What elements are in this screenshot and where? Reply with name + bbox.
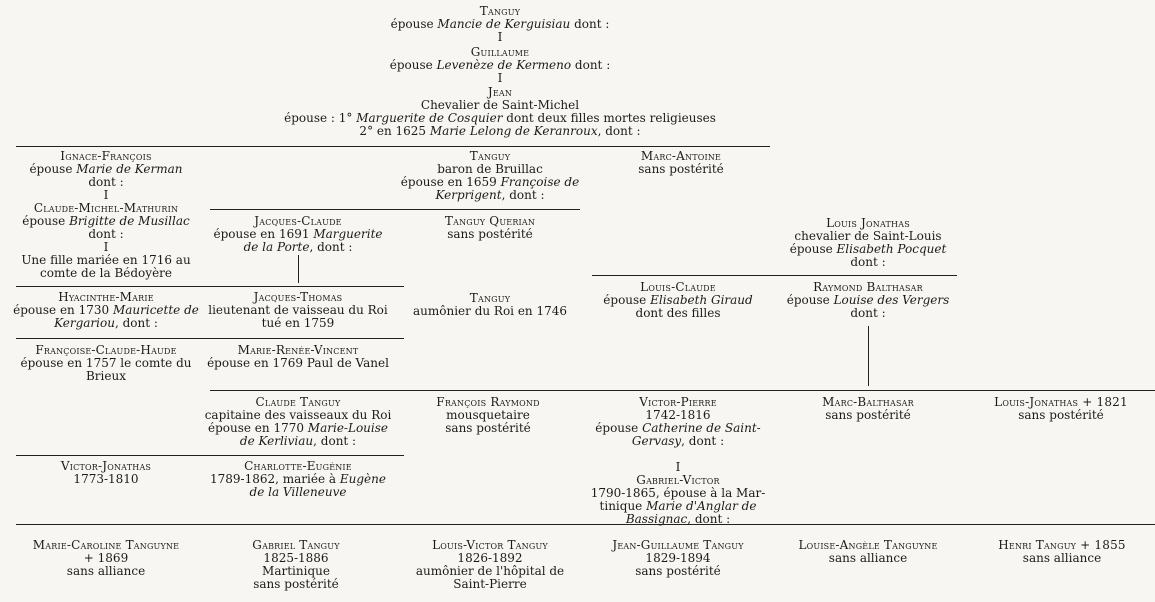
- person-detail: épouse Louise des Vergers: [786, 293, 950, 307]
- rule-gen-6: [210, 390, 1155, 391]
- person-name: Marie-Renée-Vincent: [237, 343, 359, 357]
- rule-gen-5a: [16, 286, 404, 287]
- person-detail: comte de la Bédoyère: [39, 266, 173, 280]
- person-name: Tanguy Querian: [444, 214, 536, 228]
- person-detail: sans postérité: [638, 162, 724, 176]
- person-name: Marie-Caroline Tanguyne: [32, 538, 180, 552]
- person-detail: épouse Marie de Kerman: [29, 162, 183, 176]
- person-name: Marc-Balthasar: [822, 395, 914, 409]
- rule-gen-7: [16, 455, 404, 456]
- person-detail: épouse Levenèze de Kermeno dont :: [389, 58, 611, 72]
- person-detail: épouse : 1° Marguerite de Cosquier dont deux filles mortes religieuses: [284, 111, 716, 125]
- person-name: Victor-Jonathas: [60, 459, 152, 473]
- person-detail: 1790-1865, épouse à la Mar-: [590, 486, 766, 500]
- rule-gen-8: [16, 524, 1155, 525]
- person-detail: 1826-1892: [457, 551, 523, 565]
- person-detail: mousquetaire: [446, 408, 530, 422]
- person-name: Louis Jonathas: [826, 216, 910, 230]
- person-name: Henri Tanguy + 1855: [998, 538, 1126, 552]
- person-detail: épouse en 1770 Marie-Louise: [207, 421, 388, 435]
- rule-gen-4a: [210, 209, 580, 210]
- person-detail: Kergariou, dont :: [54, 316, 158, 330]
- person-detail: baron de Bruillac: [437, 162, 543, 176]
- person-detail: tué en 1759: [261, 316, 335, 330]
- person-name: Guillaume: [470, 45, 530, 59]
- person-detail: de la Villeneuve: [249, 485, 347, 499]
- person-detail: aumônier de l'hôpital de: [415, 564, 565, 578]
- person-detail: dont des filles: [635, 306, 721, 320]
- rule-gen-5b: [16, 338, 404, 339]
- person-detail: Saint-Pierre: [453, 577, 527, 591]
- person-detail: dont :: [850, 255, 886, 269]
- person-detail: I: [497, 71, 503, 85]
- person-name: François Raymond: [436, 395, 540, 409]
- person-detail: Gervasy, dont :: [631, 434, 725, 448]
- person-name: Louis-Jonathas + 1821: [994, 395, 1128, 409]
- person-name: Louise-Angèle Tanguyne: [798, 538, 938, 552]
- person-detail: dont :: [850, 306, 886, 320]
- person-detail: épouse Brigitte de Musillac: [22, 214, 190, 228]
- person-name: Louis-Claude: [640, 280, 716, 294]
- person-detail: + 1869: [83, 551, 129, 565]
- person-detail: épouse Elisabeth Giraud: [603, 293, 753, 307]
- person-detail: I: [675, 460, 681, 474]
- person-name: Louis-Victor Tanguy: [432, 538, 548, 552]
- person-detail: sans postérité: [447, 227, 533, 241]
- link-jacques-claude: [298, 255, 299, 283]
- person-detail: épouse en 1659 Françoise de: [400, 175, 580, 189]
- person-name: Marc-Antoine: [640, 149, 722, 163]
- person-detail: sans postérité: [253, 577, 339, 591]
- link-raymond-balthasar: [868, 326, 869, 386]
- person-detail: I: [103, 188, 109, 202]
- person-detail: épouse Catherine de Saint-: [595, 421, 761, 435]
- person-name: Raymond Balthasar: [813, 280, 923, 294]
- person-detail: sans postérité: [445, 421, 531, 435]
- person-detail: épouse Elisabeth Pocquet: [789, 242, 947, 256]
- person-detail: épouse Mancie de Kerguisiau dont :: [390, 17, 610, 31]
- person-name: Jacques-Claude: [254, 214, 342, 228]
- person-detail: 1825-1886: [263, 551, 329, 565]
- person-detail: Kerprigent, dont :: [435, 188, 545, 202]
- person-detail: Bassignac, dont :: [625, 512, 731, 526]
- person-detail: tinique Marie d'Anglar de: [599, 499, 757, 513]
- person-detail: de Kerliviau, dont :: [239, 434, 357, 448]
- person-name: Tanguy: [469, 291, 511, 305]
- person-detail: 1789-1862, mariée à Eugène: [210, 472, 386, 486]
- person-detail: épouse en 1757 le comte du: [20, 356, 192, 370]
- person-detail: 2° en 1625 Marie Lelong de Keranroux, dont :: [359, 124, 641, 138]
- person-detail: épouse en 1769 Paul de Vanel: [207, 356, 389, 370]
- person-detail: dont :: [88, 175, 124, 189]
- person-name: Gabriel Tanguy: [252, 538, 340, 552]
- person-detail: sans postérité: [825, 408, 911, 422]
- person-detail: lieutenant de vaisseau du Roi: [208, 303, 388, 317]
- person-detail: épouse en 1691 Marguerite: [213, 227, 383, 241]
- person-detail: de la Porte, dont :: [243, 240, 353, 254]
- person-name: Tanguy: [469, 149, 511, 163]
- person-name: Charlotte-Eugénie: [244, 459, 352, 473]
- person-name: Claude Tanguy: [255, 395, 341, 409]
- person-detail: 1742-1816: [645, 408, 711, 422]
- person-detail: Brieux: [85, 369, 126, 383]
- person-detail: aumônier du Roi en 1746: [412, 304, 568, 318]
- person-detail: chevalier de Saint-Louis: [794, 229, 942, 243]
- person-name: Jean: [487, 85, 513, 99]
- person-detail: Chevalier de Saint-Michel: [420, 98, 580, 112]
- person-name: Ignace-François: [60, 149, 152, 163]
- person-name: Hyacinthe-Marie: [58, 290, 154, 304]
- person-detail: 1829-1894: [645, 551, 711, 565]
- person-detail: Martinique: [262, 564, 330, 578]
- person-detail: dont :: [88, 227, 124, 241]
- person-name: Jacques-Thomas: [253, 290, 343, 304]
- person-detail: sans alliance: [1022, 551, 1102, 565]
- rule-gen-4b: [592, 275, 957, 276]
- person-detail: capitaine des vaisseaux du Roi: [204, 408, 392, 422]
- person-detail: sans postérité: [635, 564, 721, 578]
- person-name: Claude-Michel-Mathurin: [33, 201, 179, 215]
- person-detail: épouse en 1730 Mauricette de: [13, 303, 199, 317]
- person-name: Victor-Pierre: [639, 395, 717, 409]
- person-name: Jean-Guillaume Tanguy: [612, 538, 744, 552]
- person-name: Gabriel-Victor: [636, 473, 720, 487]
- person-detail: Une fille mariée en 1716 au: [21, 253, 191, 267]
- person-detail: I: [103, 240, 109, 254]
- person-detail: sans postérité: [1018, 408, 1104, 422]
- person-detail: sans alliance: [828, 551, 908, 565]
- person-name: Tanguy: [479, 4, 521, 18]
- person-name: Françoise-Claude-Haude: [35, 343, 177, 357]
- person-detail: I: [497, 30, 503, 44]
- rule-gen-3: [16, 146, 770, 147]
- person-detail: sans alliance: [66, 564, 146, 578]
- person-detail: 1773-1810: [73, 472, 139, 486]
